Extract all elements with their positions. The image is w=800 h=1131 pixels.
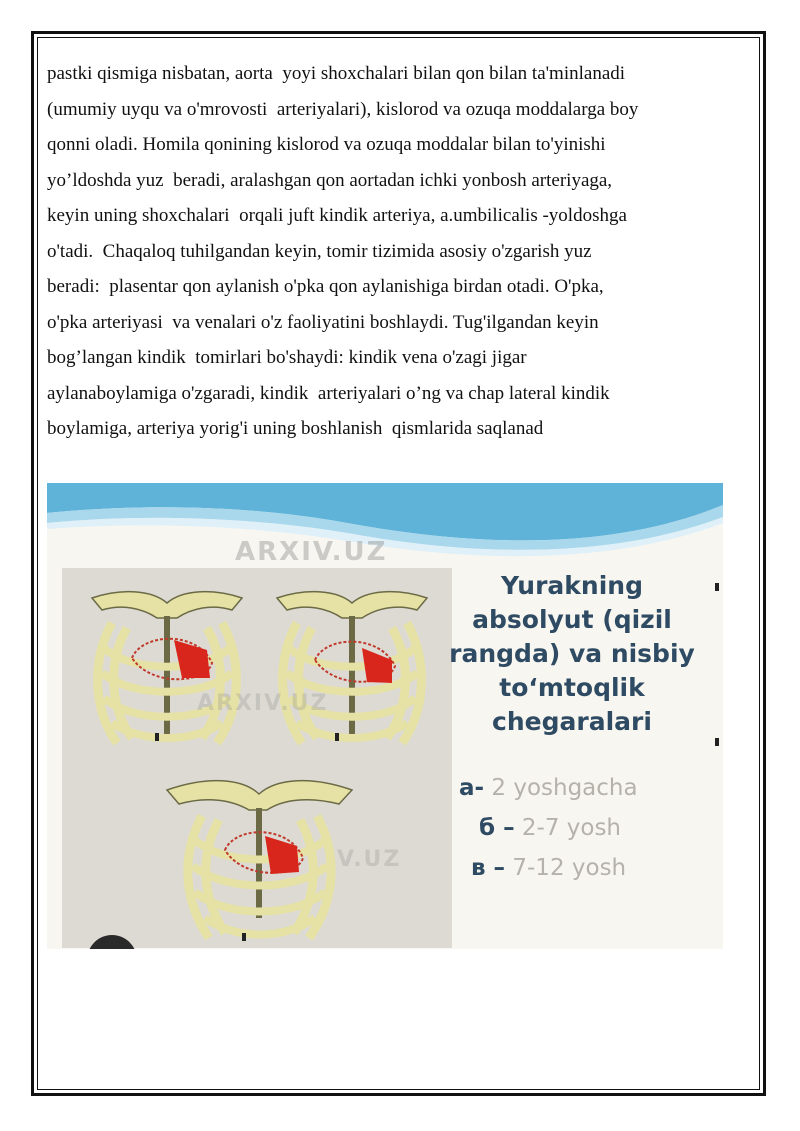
text-line: bog’langan kindik tomirlari bo'shaydi: kindik vena o'zagi jigar bbox=[47, 347, 527, 368]
text-line: keyin uning shoxchalari orqali juft kindik arteriya, a.umbilicalis -yoldoshga bbox=[47, 205, 627, 226]
text-line: beradi: plasentar qon aylanish o'pka qon aylanishiga birdan otadi. O'pka, bbox=[47, 276, 604, 297]
legend-key: в – bbox=[471, 855, 506, 881]
marker-dot bbox=[715, 738, 719, 746]
text-line: yo’ldoshda yuz beradi, aralashgan qon aortadan ichki yonbosh arteriyaga, bbox=[47, 169, 613, 191]
marker-dot bbox=[242, 933, 246, 941]
caption-line: chegaralari bbox=[492, 707, 652, 736]
caption-line: absolyut (qizil bbox=[472, 605, 672, 634]
watermark-lower: V.UZ bbox=[337, 847, 402, 872]
text-line: pastki qismiga nisbatan, aorta yoyi shoxchalari bilan qon bilan ta'minlanadi bbox=[47, 63, 626, 84]
text-line: aylanaboylamiga o'zgaradi, kindik arteriyalari o’ng va chap lateral kindik bbox=[47, 382, 610, 404]
text-line: qonni oladi. Homila qonining kislorod va ozuqa moddalar bilan to'yinishi bbox=[47, 134, 606, 155]
marker-dot bbox=[155, 733, 159, 741]
legend-item-b bbox=[479, 815, 621, 841]
legend-item-a bbox=[459, 775, 638, 801]
caption-line: to‘mtoqlik bbox=[499, 673, 645, 702]
legend-key: а- bbox=[459, 775, 485, 801]
marker-dot bbox=[335, 733, 339, 741]
text-line: o'tadi. Chaqaloq tuhilgandan keyin, tomir tizimida asosiy o'zgarish yuz bbox=[47, 240, 592, 262]
ribcage-photo bbox=[62, 568, 452, 948]
legend-text: 2 yoshgacha bbox=[491, 775, 638, 801]
watermark-logo: ARXIV.UZ bbox=[235, 537, 388, 567]
text-line: (umumiy uyqu va o'mrovosti arteriyalari), kislorod va ozuqa moddalarga boy bbox=[47, 98, 639, 120]
ribcage-b bbox=[277, 592, 427, 743]
figure-caption bbox=[427, 569, 717, 739]
legend-text: 2-7 yosh bbox=[521, 815, 622, 841]
ribcage-a bbox=[92, 592, 242, 743]
body-paragraph bbox=[47, 56, 737, 447]
heart-borders-figure bbox=[47, 483, 723, 949]
caption-line: rangda) va nisbiy bbox=[449, 639, 695, 668]
legend-key: б – bbox=[479, 815, 515, 841]
text-line: boylamiga, arteriya yorig'i uning boshlanish qismlarida saqlanad bbox=[47, 418, 544, 439]
legend-item-c bbox=[471, 855, 626, 881]
caption-line: Yurakning bbox=[501, 571, 643, 600]
watermark-middle: ARXIV.UZ bbox=[197, 691, 329, 716]
text-line: o'pka arteriyasi va venalari o'z faoliyatini boshlaydi. Tug'ilgandan keyin bbox=[47, 311, 599, 333]
ribcage-illustration bbox=[62, 568, 452, 948]
ribcage-c bbox=[167, 781, 352, 938]
legend-text: 7-12 yosh bbox=[512, 855, 627, 881]
